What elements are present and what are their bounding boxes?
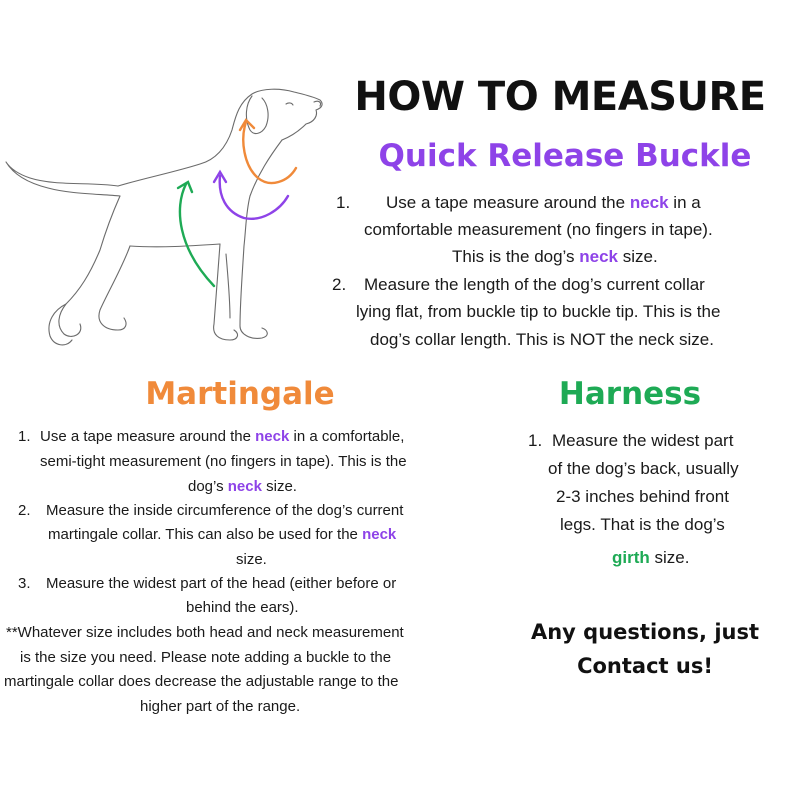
contact-line1: Any questions, just [530, 620, 760, 644]
keyword-girth: girth [612, 548, 650, 567]
mart-step3-line2: behind the ears). [186, 599, 299, 616]
qr-step1-line3: This is the dog’s neck size. [452, 247, 658, 266]
page-title: HOW TO MEASURE [354, 74, 766, 120]
mart-step2-line2: martingale collar. This can also be used for the neck [48, 526, 397, 543]
mart-step2-number: 2. [18, 502, 31, 519]
dog-hind-leg [59, 196, 120, 336]
keyword-neck: neck [629, 193, 669, 212]
dog-nose [314, 101, 321, 106]
harness-line4: legs. That is the dog’s [560, 515, 725, 534]
harness-line3: 2-3 inches behind front [556, 487, 729, 506]
contact-block [510, 620, 780, 678]
mart-step1-number: 1. [18, 428, 31, 445]
keyword-neck: neck [579, 247, 619, 266]
mart-step2-line1: Measure the inside circumference of the dog’s current [46, 502, 404, 519]
harness-title: Harness [558, 376, 702, 412]
note-line3: martingale collar does decrease the adjustable range to the [4, 673, 399, 690]
martingale-title: Martingale [145, 376, 335, 412]
keyword-neck: neck [255, 428, 290, 445]
contact-us-link[interactable]: Contact us! [577, 654, 713, 678]
note-line4: higher part of the range. [140, 698, 301, 715]
qr-step2-number: 2. [332, 275, 347, 294]
qr-step2-line2: lying flat, from buckle tip to buckle tip. This is the [356, 302, 721, 321]
keyword-neck: neck [227, 478, 262, 495]
qr-step1-line2: comfortable measurement (no fingers in tape). [364, 220, 713, 239]
qr-step1-number: 1. [336, 193, 351, 212]
harness-line5: girth size. [612, 548, 690, 567]
dog-belly [130, 244, 220, 247]
girth-arrow [178, 182, 214, 286]
keyword-neck: neck [362, 526, 397, 543]
neck-arrow [214, 172, 288, 219]
dog-eye [286, 103, 293, 105]
qr-step2-line3: dog’s collar length. This is NOT the neck size. [370, 330, 714, 349]
mart-step1-line3: dog’s neck size. [188, 478, 297, 495]
qr-step1-line1: Use a tape measure around the neck in a [386, 193, 701, 212]
mart-step2-line3: size. [236, 551, 267, 568]
mart-step1-line1: Use a tape measure around the neck in a comfortable, [40, 428, 405, 445]
dog-ear [246, 96, 268, 133]
head-arrow [240, 120, 296, 183]
dog-front-leg [214, 244, 238, 340]
dog-chest [244, 140, 282, 246]
note-line2: is the size you need. Please note adding a buckle to the [20, 649, 392, 666]
dog-illustration [0, 78, 345, 368]
quick-release-title: Quick Release Buckle [378, 138, 752, 174]
mart-step3-number: 3. [18, 575, 31, 592]
harness-line1: Measure the widest part [552, 431, 734, 450]
note-line1: **Whatever size includes both head and neck measurement [6, 624, 404, 641]
dog-tail [6, 162, 120, 196]
mart-step3-line1: Measure the widest part of the head (either before or [46, 575, 397, 592]
mart-step1-line2: semi-tight measurement (no fingers in tape). This is the [40, 453, 407, 470]
harness-step1-number: 1. [528, 431, 543, 450]
qr-step2-line1: Measure the length of the dog’s current collar [364, 275, 705, 294]
harness-line2: of the dog’s back, usually [548, 459, 739, 478]
